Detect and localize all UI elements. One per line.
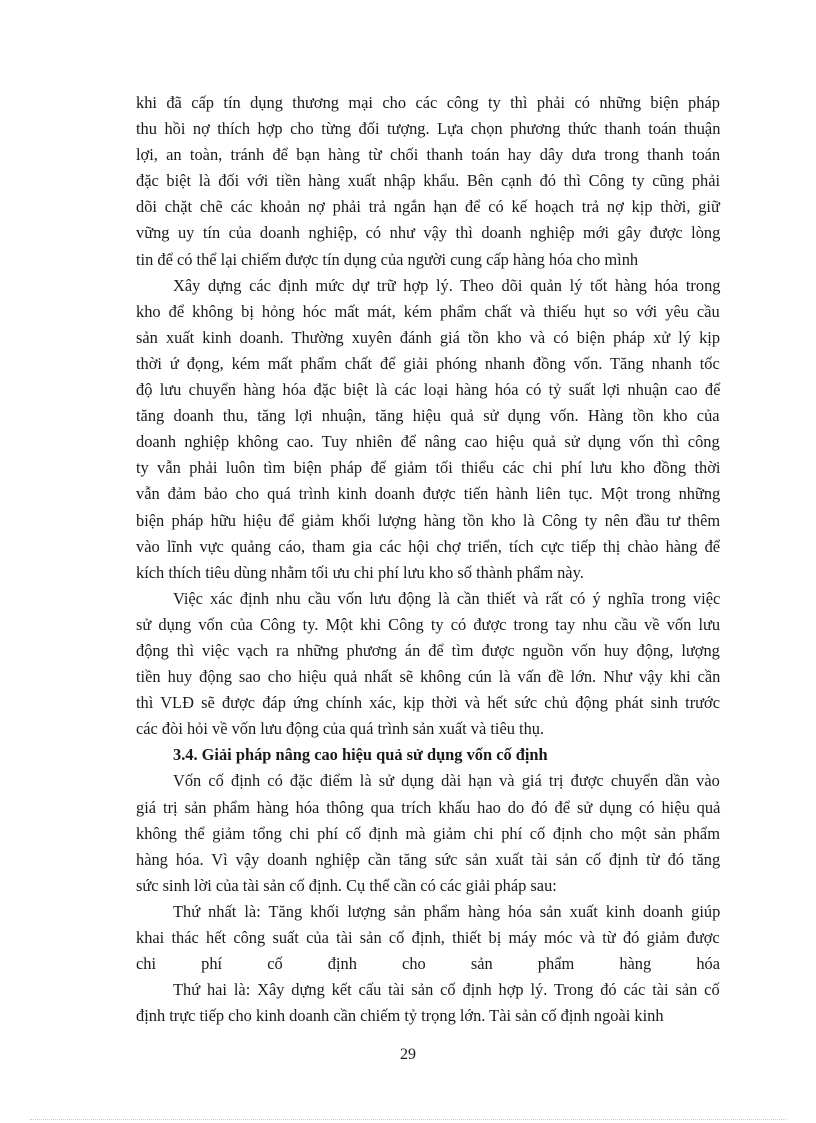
word: sản	[470, 954, 493, 974]
section-heading: 3.4. Giải pháp nâng cao hiệu quả sử dụng vốn cố định	[173, 745, 548, 765]
text-line: vào lĩnh vực quảng cáo, tham gia các hội chợ triển, tích cực tiếp thị chào hàng để	[136, 536, 721, 556]
word: phẩm	[537, 954, 575, 974]
word: định	[327, 954, 357, 974]
text-line: các đòi hỏi về vốn lưu động của quá trình sản xuất và tiêu thụ.	[136, 719, 545, 739]
text-line: thu hồi nợ thích hợp cho từng đối tượng. Lựa chọn phương thức thanh toán thuận	[136, 119, 721, 139]
word: hàng	[619, 954, 652, 974]
text-line: dõi chặt chẽ các khoản nợ phải trả ngắn hạn để có kế hoạch trả nợ kịp thời, giữ	[136, 197, 720, 217]
text-line: ty vẫn phải luôn tìm biện pháp để giảm tối thiểu các chi phí lưu kho đồng thời	[136, 458, 721, 478]
text-line: vẫn đảm bảo cho quá trình kinh doanh được tiến hành liên tục. Một trong những	[136, 484, 721, 504]
text-line: động thì việc vạch ra những phương án để tìm được nguồn vốn huy động, lượng	[136, 640, 720, 660]
paragraph-4	[136, 768, 720, 898]
paragraph-3	[136, 586, 720, 743]
text-line: hàng hóa. Vì vậy doanh nghiệp cần tăng sức sản xuất tài sản cố định từ đó tăng	[136, 849, 721, 869]
text-line: khai thác hết công suất của tài sản cố định, thiết bị máy móc và từ đó giảm được	[136, 928, 720, 947]
text-line: Việc xác định nhu cầu vốn lưu động là cần thiết và rất có ý nghĩa trong việc	[173, 588, 721, 608]
paragraph-solution-one	[136, 899, 720, 977]
text-line: sử dụng vốn của Công ty. Một khi Công ty có được trong tay nhu cầu về vốn lưu	[136, 614, 721, 634]
text-line: kích thích tiêu dùng nhằm tối ưu chi phí lưu kho số thành phẩm này.	[136, 562, 584, 582]
text-line: Xây dựng các định mức dự trữ hợp lý. Theo dõi quản lý tốt hàng hóa trong	[173, 275, 721, 295]
word: phí	[201, 954, 223, 974]
text-line: định trực tiếp cho kinh doanh cần chiếm tỷ trọng lớn. Tài sản cố định ngoài kinh	[136, 1006, 664, 1026]
text-line: sản xuất kinh doanh. Thường xuyên đánh giá tồn kho và có biện pháp xử lý kịp	[136, 327, 721, 347]
page-number: 29	[400, 1046, 416, 1063]
word: hóa	[696, 954, 720, 974]
paragraph-2	[136, 273, 720, 586]
text-line: độ lưu chuyển hàng hóa đặc biệt là các loại hàng hóa có tỷ suất lợi nhuận cao để	[136, 380, 721, 400]
text-line: kho để không bị hỏng hóc mất mát, kém phẩm chất và thiếu hụt so với yêu cầu	[136, 301, 720, 321]
text-line: Thứ hai là: Xây dựng kết cấu tài sản cố định hợp lý. Trong đó các tài sản cố	[173, 980, 720, 1000]
document-body	[136, 90, 720, 1029]
text-line: khi đã cấp tín dụng thương mại cho các công ty thì phải có những biện pháp	[136, 93, 720, 112]
text-line: biện pháp hữu hiệu để giảm khối lượng hàng tồn kho là Công ty nên đầu tư thêm	[136, 510, 721, 530]
paragraph-solution-two	[136, 977, 720, 1029]
spread-text-line	[136, 951, 720, 977]
text-line: không thể giảm tổng chi phí cố định mà giảm chi phí cố định cho một sản phẩm	[136, 823, 720, 843]
text-line: sức sinh lời của tài sản cố định. Cụ thể cần có các giải pháp sau:	[136, 875, 557, 895]
word: cho	[402, 954, 426, 974]
text-line: Vốn cố định có đặc điểm là sử dụng dài hạn và giá trị được chuyển dần vào	[173, 771, 720, 791]
text-line: tăng doanh thu, tăng lợi nhuận, tăng hiệu quả sử dụng vốn. Hàng tồn kho của	[136, 406, 720, 426]
text-line: thì VLĐ sẽ được đáp ứng chính xác, kịp thời và hết sức chủ động phát sinh trước	[136, 693, 720, 713]
text-line: giá trị sản phẩm hàng hóa thông qua trích khấu hao do đó để sử dụng có hiệu quả	[136, 797, 721, 817]
text-line: lợi, an toàn, tránh để bạn hàng từ chối thanh toán hay dây dưa trong thanh toán	[136, 145, 721, 165]
text-line: thời ứ đọng, kém mất phẩm chất để giải phóng nhanh đồng vốn. Tăng nhanh tốc	[136, 353, 720, 373]
text-line: tin để có thể lại chiếm được tín dụng của người cung cấp hàng hóa cho mình	[136, 249, 639, 269]
text-line: doanh nghiệp không cao. Tuy nhiên để nâng cao hiệu quả sử dụng vốn thì công	[136, 432, 720, 452]
text-line: vững uy tín của doanh nghiệp, có như vậy thì doanh nghiệp mới gây được lòng	[136, 223, 721, 243]
text-line: Thứ nhất là: Tăng khối lượng sản phẩm hàng hóa sản xuất kinh doanh giúp	[173, 901, 721, 921]
footer-divider	[30, 1119, 786, 1120]
word: cố	[267, 954, 283, 974]
text-line: đặc biệt là đối với tiền hàng xuất nhập khẩu. Bên cạnh đó thì Công ty cũng phải	[136, 171, 721, 191]
word: chi	[136, 954, 157, 974]
paragraph-1	[136, 90, 720, 273]
text-line: tiền huy động sao cho hiệu quả nhất sẽ không cún là vấn đề lớn. Như vậy khi cần	[136, 667, 721, 687]
